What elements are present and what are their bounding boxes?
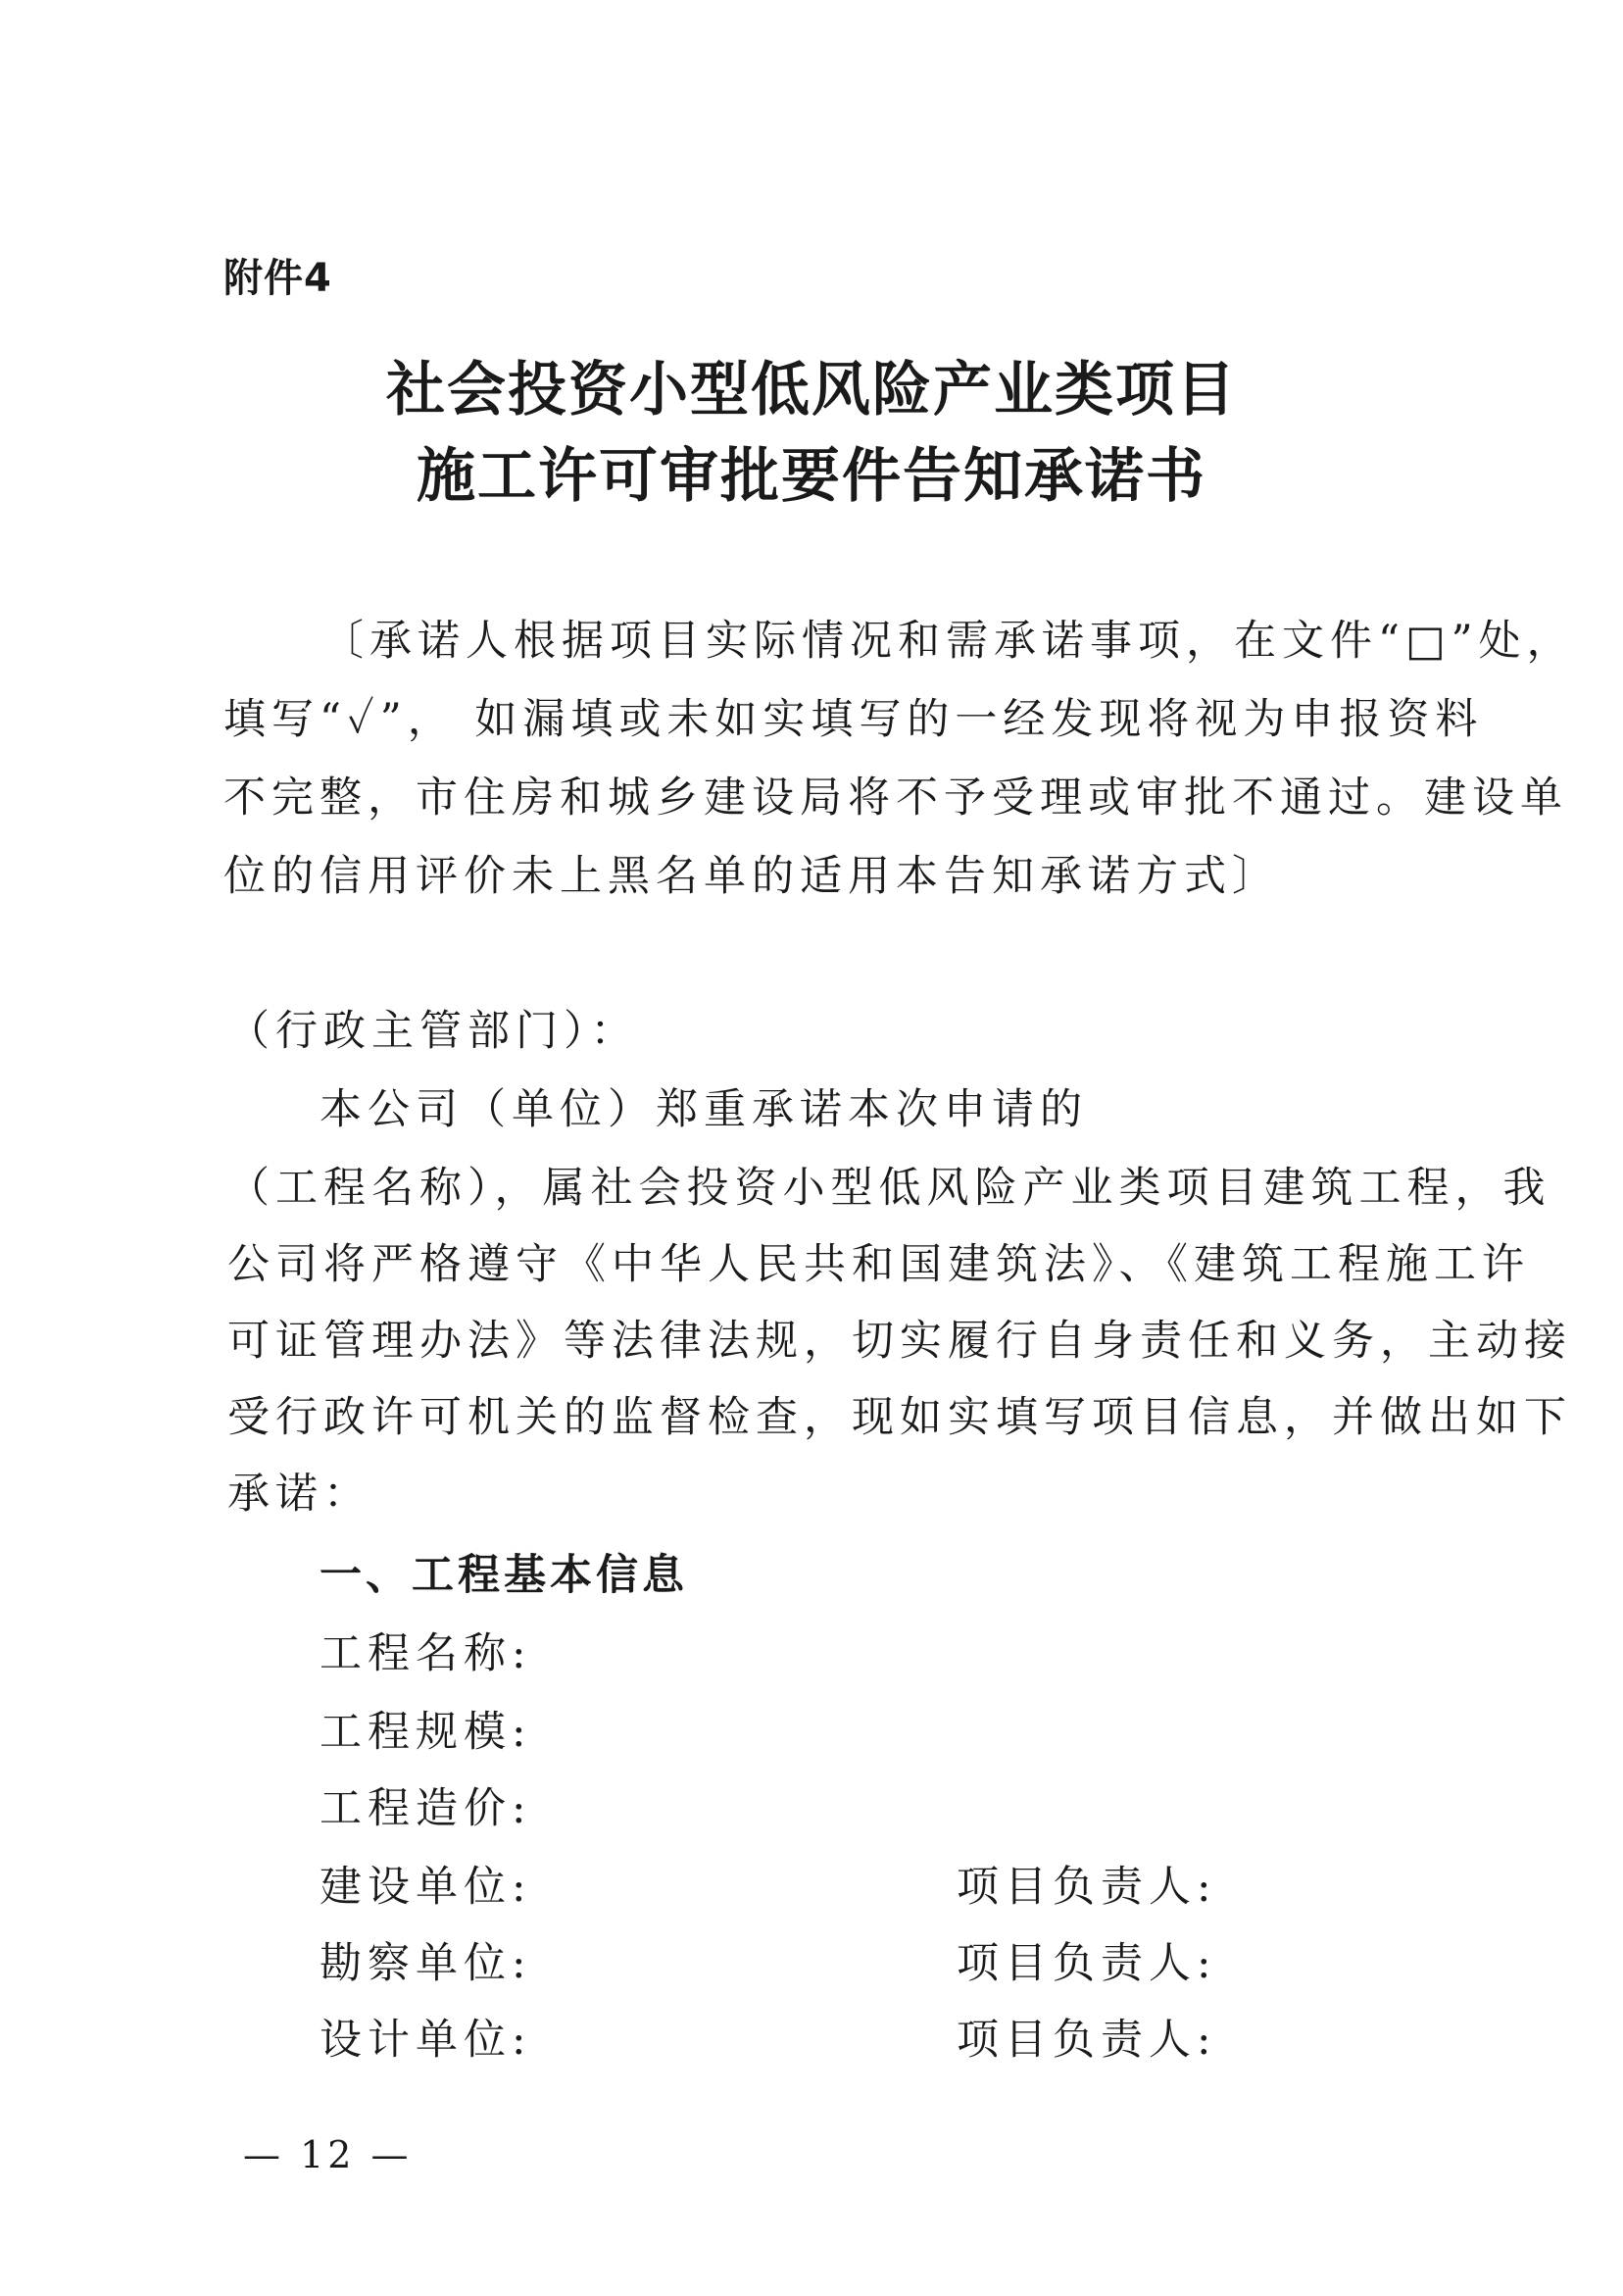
field-project-name: 工程名称: bbox=[320, 1629, 532, 1678]
field-project-cost: 工程造价: bbox=[320, 1784, 532, 1833]
addressee: （行政主管部门）： bbox=[227, 1007, 639, 1056]
field-construction-leader: 项目负责人: bbox=[957, 1863, 1217, 1912]
field-survey-unit: 勘察单位: bbox=[320, 1939, 532, 1988]
instruction-line-4: 位的信用评价未上黑名单的适用本告知承诺方式〕 bbox=[223, 852, 1280, 901]
commitment-line-5: 受行政许可机关的监督检查，现如实填写项目信息，并做出如下 bbox=[227, 1393, 1572, 1442]
page-number: — 12 — bbox=[243, 2133, 413, 2176]
field-project-scale: 工程规模: bbox=[320, 1708, 532, 1757]
field-design-leader: 项目负责人: bbox=[957, 2016, 1217, 2065]
field-construction-unit: 建设单位: bbox=[320, 1863, 532, 1912]
field-survey-leader: 项目负责人: bbox=[957, 1939, 1217, 1988]
document-title-line-1: 社会投资小型低风险产业类项目 bbox=[386, 356, 1237, 424]
field-design-unit: 设计单位: bbox=[320, 2016, 532, 2065]
instruction-line-2: 填写“✓”， 如漏填或未如实填写的一经发现将视为申报资料 bbox=[223, 695, 1484, 744]
commitment-line-1: 本公司（单位）郑重承诺本次申请的 bbox=[320, 1085, 1088, 1134]
document-title-line-2: 施工许可审批要件告知承诺书 bbox=[417, 442, 1206, 511]
commitment-line-2: （工程名称），属社会投资小型低风险产业类项目建筑工程，我 bbox=[227, 1164, 1551, 1213]
commitment-line-6: 承诺： bbox=[227, 1470, 371, 1519]
instruction-line-3: 不完整，市住房和城乡建设局将不予受理或审批不通过。建设单 bbox=[223, 774, 1568, 823]
attachment-label: 附件4 bbox=[223, 256, 332, 301]
instruction-line-1: 〔承诺人根据项目实际情况和需承诺事项，在文件“□”处， bbox=[321, 617, 1575, 666]
commitment-line-4: 可证管理办法》等法律法规，切实履行自身责任和义务，主动接 bbox=[227, 1317, 1572, 1366]
section-heading-basic-info: 一、工程基本信息 bbox=[320, 1551, 688, 1600]
commitment-line-3: 公司将严格遵守《中华人民共和国建筑法》、《建筑工程施工许 bbox=[227, 1240, 1530, 1289]
